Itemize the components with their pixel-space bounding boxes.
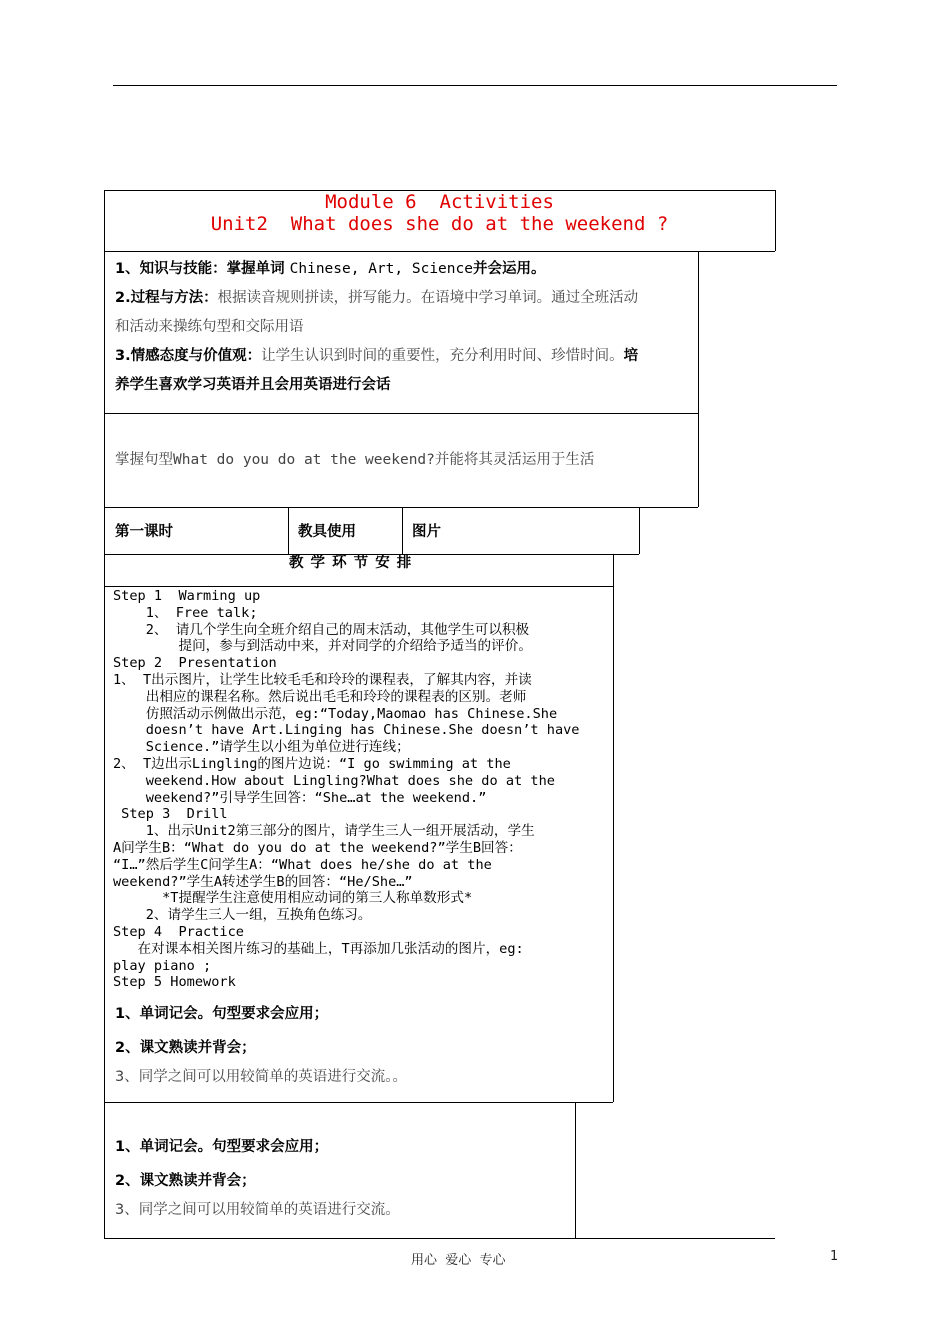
plan-line: 2、请学生三人一组，互换角色练习。 — [113, 907, 372, 924]
plan-line: doesn’t have Art.Linging has Chinese.She doesn’t have — [113, 722, 580, 739]
objective-1: 1、知识与技能：掌握单词 Chinese, Art, Science并会运用。 — [115, 261, 546, 277]
plan-line: play piano ; — [113, 957, 212, 974]
plan-line: “I…”然后学生C问学生A：“What does he/she do at the — [113, 856, 492, 873]
plan-line: weekend.How about Lingling?What does she do at the — [113, 772, 555, 789]
plan-line: Step 2 Presentation — [113, 655, 277, 672]
arrangement-heading: 教 学 环 节 安 排 — [289, 555, 413, 571]
plan-line: 2、 请几个学生向全班介绍自己的周末活动，其他学生可以积极 — [113, 621, 530, 638]
objective-3: 3.情感态度与价值观：让学生认识到时间的重要性，充分利用时间、珍惜时间。培 — [115, 348, 639, 364]
page-top-rule — [113, 85, 837, 86]
key-sentence: 掌握句型What do you do at the weekend?并能将其灵活运用于生活 — [115, 452, 595, 468]
plan-line: 出相应的课程名称。然后说出毛毛和玲玲的课程表的区别。老师 — [113, 688, 527, 705]
homework-item-1: 1、单词记会。句型要求会应用； — [115, 1006, 329, 1022]
plan-line: 1、出示Unit2第三部分的图片，请学生三人一组开展活动，学生 — [113, 823, 535, 840]
footer-text: 用心 爱心 专心 — [411, 1253, 506, 1268]
homework-item-2: 2、课文熟读并背会； — [115, 1040, 256, 1056]
plan-line: Step 5 Homework — [113, 974, 236, 991]
plan-line: 1、 T出示图片，让学生比较毛毛和玲玲的课程表，了解其内容，并读 — [113, 671, 532, 688]
plan-line: 提问，参与到活动中来，并对同学的介绍给予适当的评价。 — [113, 638, 532, 655]
unit-title: Unit2 What does she do at the weekend ? — [210, 213, 669, 235]
plan-line: 在对课本相关图片练习的基础上，T再添加几张活动的图片，eg: — [113, 940, 524, 957]
plan-line: Step 1 Warming up — [113, 588, 261, 604]
objective-2-cont: 和活动来操练句型和交际用语 — [115, 319, 304, 335]
plan-line: *T提醒学生注意使用相应动词的第三人称单数形式* — [113, 890, 473, 907]
plan-line: weekend?”引导学生回答：“She…at the weekend.” — [113, 789, 487, 806]
tools-value: 图片 — [412, 524, 441, 540]
plan-line: 2、 T边出示Lingling的图片边说：“I go swimming at the — [113, 755, 511, 772]
homework-bottom-1: 1、单词记会。句型要求会应用； — [115, 1139, 329, 1155]
plan-line: weekend?”学生A转述学生B的回答：“He/She…” — [113, 873, 413, 890]
objective-2: 2.过程与方法：根据读音规则拼读，拼写能力。在语境中学习单词。通过全班活动 — [115, 290, 639, 306]
homework-bottom-3: 3、同学之间可以用较简单的英语进行交流。 — [115, 1202, 400, 1218]
plan-line: Step 4 Practice — [113, 923, 244, 940]
page-number: 1 — [830, 1249, 839, 1264]
plan-line: Science.”请学生以小组为单位进行连线； — [113, 739, 410, 756]
homework-bottom-2: 2、课文熟读并背会； — [115, 1173, 256, 1189]
period-label: 第一课时 — [115, 524, 173, 540]
homework-item-3: 3、同学之间可以用较简单的英语进行交流。。 — [115, 1069, 407, 1085]
plan-line: 仿照活动示例做出示范，eg:“Today,Maomao has Chinese.She — [113, 705, 558, 722]
plan-line: Step 3 Drill — [113, 806, 228, 823]
plan-line: A问学生B：“What do you do at the weekend?”学生B回答： — [113, 839, 522, 856]
plan-line: 1、 Free talk; — [113, 604, 258, 621]
module-title: Module 6 Activities — [325, 191, 554, 213]
tools-label: 教具使用 — [298, 524, 356, 540]
objective-3-cont: 养学生喜欢学习英语并且会用英语进行会话 — [115, 377, 391, 393]
lesson-plan — [113, 588, 580, 991]
